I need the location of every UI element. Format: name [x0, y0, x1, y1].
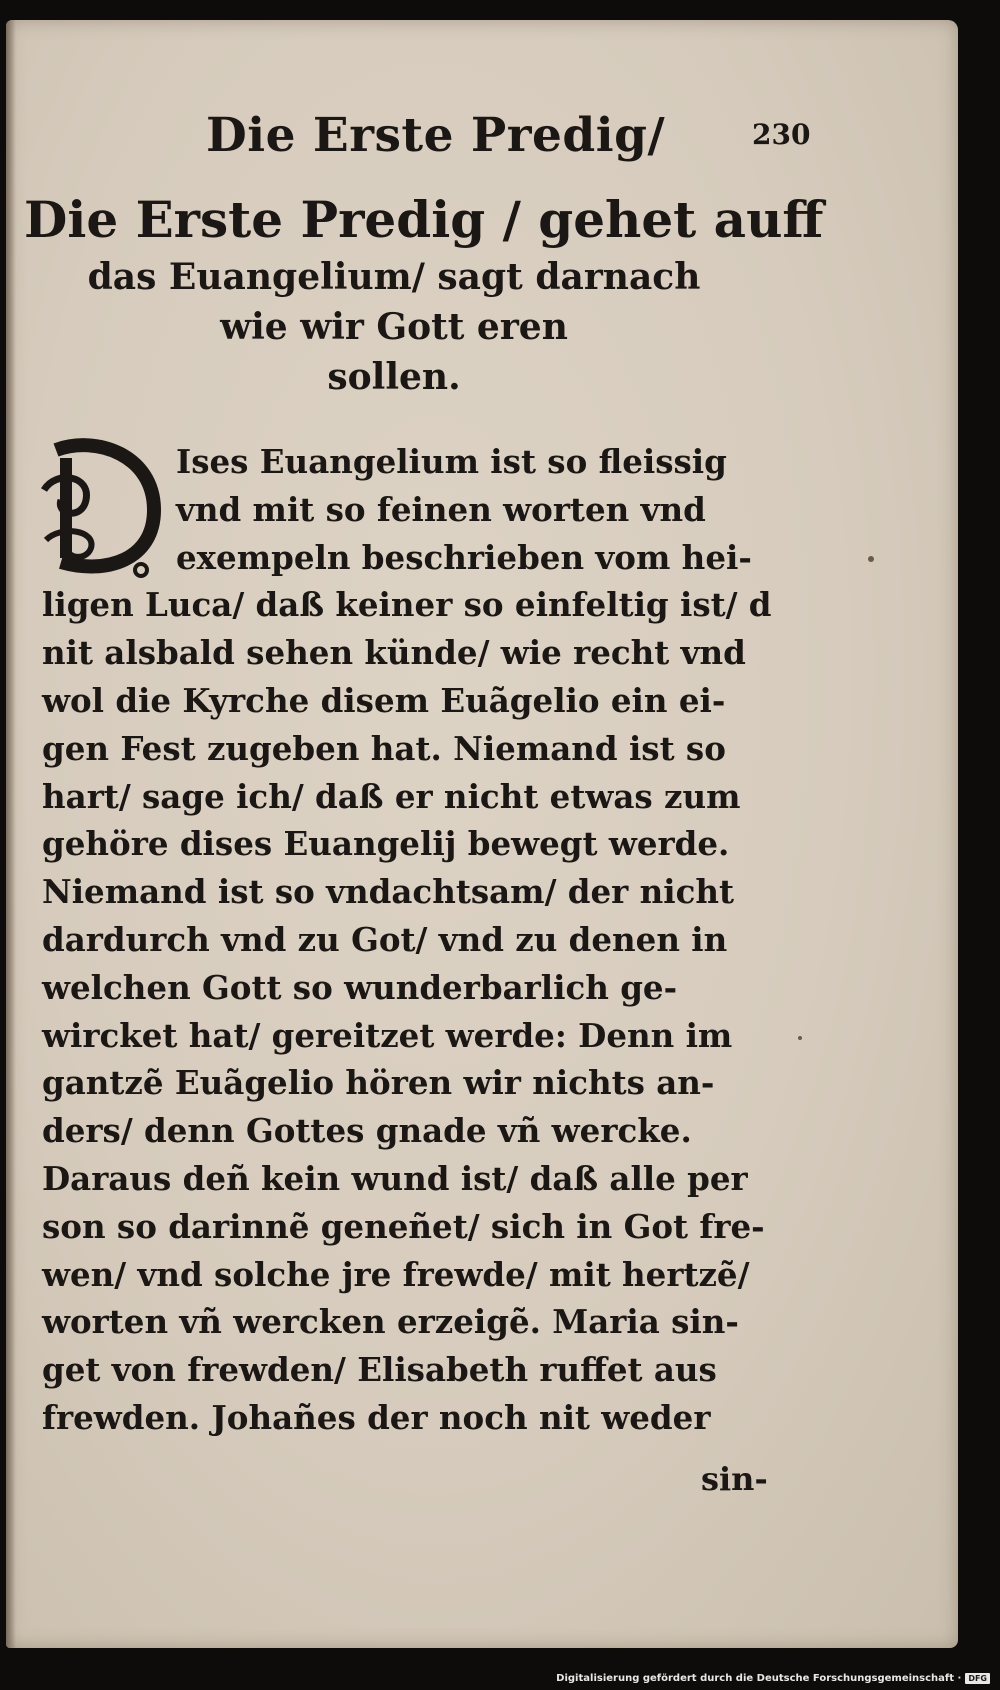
text-line: frewden. Johañes der noch nit weder	[42, 1397, 711, 1437]
text-line: vnd mit so feinen worten vnd	[176, 489, 706, 529]
credit-text: Digitalisierung gefördert durch die Deutsche Forschungsgemeinschaft ·	[556, 1673, 962, 1684]
running-head: Die Erste Predig/	[206, 108, 666, 163]
title-line: sollen.	[327, 356, 461, 398]
text-line: wen/ vnd solche jre frewde/ mit hertzẽ/	[42, 1254, 750, 1294]
text-line: Daraus deñ kein wund ist/ daß alle per	[42, 1158, 748, 1198]
text-line: wol die Kyrche disem Euãgelio ein ei-	[42, 680, 726, 720]
dfg-logo: DFG	[965, 1673, 990, 1684]
text-line: ligen Luca/ daß keiner so einfeltig ist/ d	[42, 585, 772, 625]
paper-spot	[868, 556, 874, 562]
book-page	[6, 20, 958, 1648]
text-line: nit alsbald sehen künde/ wie recht vnd	[42, 633, 746, 673]
title-line: Die Erste Predig / gehet auff	[24, 190, 824, 249]
text-line: get von frewden/ Elisabeth ruffet aus	[42, 1350, 717, 1390]
text-line: ders/ denn Gottes gnade vñ wercke.	[42, 1111, 692, 1151]
text-line: gehöre dises Euangelij bewegt werde.	[42, 824, 730, 864]
page-gutter-shadow	[6, 20, 16, 1648]
catchword: sin-	[701, 1460, 768, 1498]
folio-number: 230	[752, 118, 811, 151]
text-line: welchen Gott so wunderbarlich ge-	[42, 967, 678, 1007]
text-line: gen Fest zugeben hat. Niemand ist so	[42, 728, 726, 768]
paper-spot	[798, 1036, 802, 1040]
text-line: exempeln beschrieben vom hei-	[176, 537, 752, 577]
body-text	[42, 438, 772, 1442]
text-line: worten vñ wercken erzeigẽ. Maria sin-	[42, 1302, 739, 1342]
text-line: son so darinnẽ geneñet/ sich in Got fre-	[42, 1206, 765, 1246]
text-line: Ises Euangelium ist so fleissig	[176, 442, 727, 481]
sermon-title	[24, 188, 824, 402]
text-line: hart/ sage ich/ daß er nicht etwas zum	[42, 776, 741, 816]
title-line: wie wir Gott eren	[220, 306, 568, 348]
title-line: das Euangelium/ sagt darnach	[87, 256, 701, 298]
text-line: dardurch vnd zu Got/ vnd zu denen in	[42, 919, 728, 959]
text-line: wircket hat/ gereitzet werde: Denn im	[42, 1015, 733, 1055]
digitization-credit	[556, 1673, 990, 1684]
text-line: Niemand ist so vndachtsam/ der nicht	[42, 872, 735, 912]
text-line: gantzẽ Euãgelio hören wir nichts an-	[42, 1063, 715, 1103]
